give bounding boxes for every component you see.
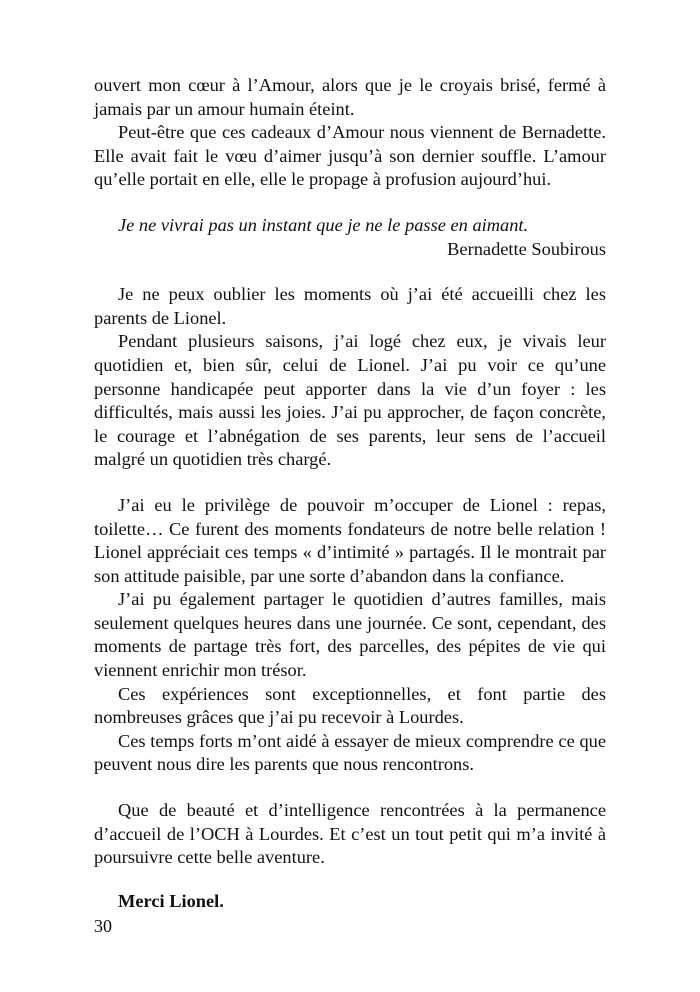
section-care: [94, 494, 606, 777]
quote-text: Je ne vivrai pas un instant que je ne le passe en aimant.: [118, 214, 529, 235]
paragraph-bernadette: Peut-être que ces cadeaux d’Amour nous viennent de Bernadette. Elle avait fait le vœu d’aimer jusqu’à son dernier souffle. L’amour qu’elle portait en elle, elle le propage à profusion aujourd’hui.: [94, 122, 606, 190]
section-lionel-parents: [94, 283, 606, 472]
page-body: [94, 74, 606, 913]
paragraph: Ces temps forts m’ont aidé à essayer de mieux comprendre ce que peuvent nous dire les parents que nous rencontrons.: [94, 730, 606, 775]
paragraph: Je ne peux oublier les moments où j’ai été accueilli chez les parents de Lionel.: [94, 284, 606, 328]
paragraph: Pendant plusieurs saisons, j’ai logé chez eux, je vivais leur quotidien et, bien sûr, celui de Lionel. J’ai pu voir ce qu’une personne handicapée peut apporter dans la vie d’un foyer : les difficultés, mais aussi les joies. J’ai pu approcher, de façon concrète, le courage et l’abnégation de ses parents, leur sens de l’accueil malgré un quotidien très chargé.: [94, 331, 606, 470]
paragraph-continuation: ouvert mon cœur à l’Amour, alors que je le croyais brisé, fermé à jamais par un amour humain éteint.: [94, 75, 606, 119]
quote-author: Bernadette Soubirous: [447, 238, 606, 259]
paragraph: Ces expériences sont exceptionnelles, et font partie des nombreuses grâces que j’ai pu recevoir à Lourdes.: [94, 683, 606, 728]
signoff: Merci Lionel.: [118, 890, 224, 911]
page-number: 30: [94, 916, 112, 936]
paragraph: J’ai pu également partager le quotidien d’autres familles, mais seulement quelques heures dans une journée. Ce sont, cependant, des moments de partage très fort, des parcelles, des pépites de vie qui viennent enrichir mon trésor.: [94, 589, 606, 681]
section-och: [94, 799, 606, 870]
paragraph: Que de beauté et d’intelligence rencontrées à la permanence d’accueil de l’OCH à Lourdes. Et c’est un tout petit qui m’a invité à poursuivre cette belle aventure.: [94, 800, 606, 868]
paragraph: J’ai eu le privilège de pouvoir m’occuper de Lionel : repas, toilette… Ce furent des moments fondateurs de notre belle relation ! Lionel appréciait ces temps « d’intimité » partagés. Il le montrait par son attitude paisible, par une sorte d’abandon dans la confiance.: [94, 494, 606, 586]
